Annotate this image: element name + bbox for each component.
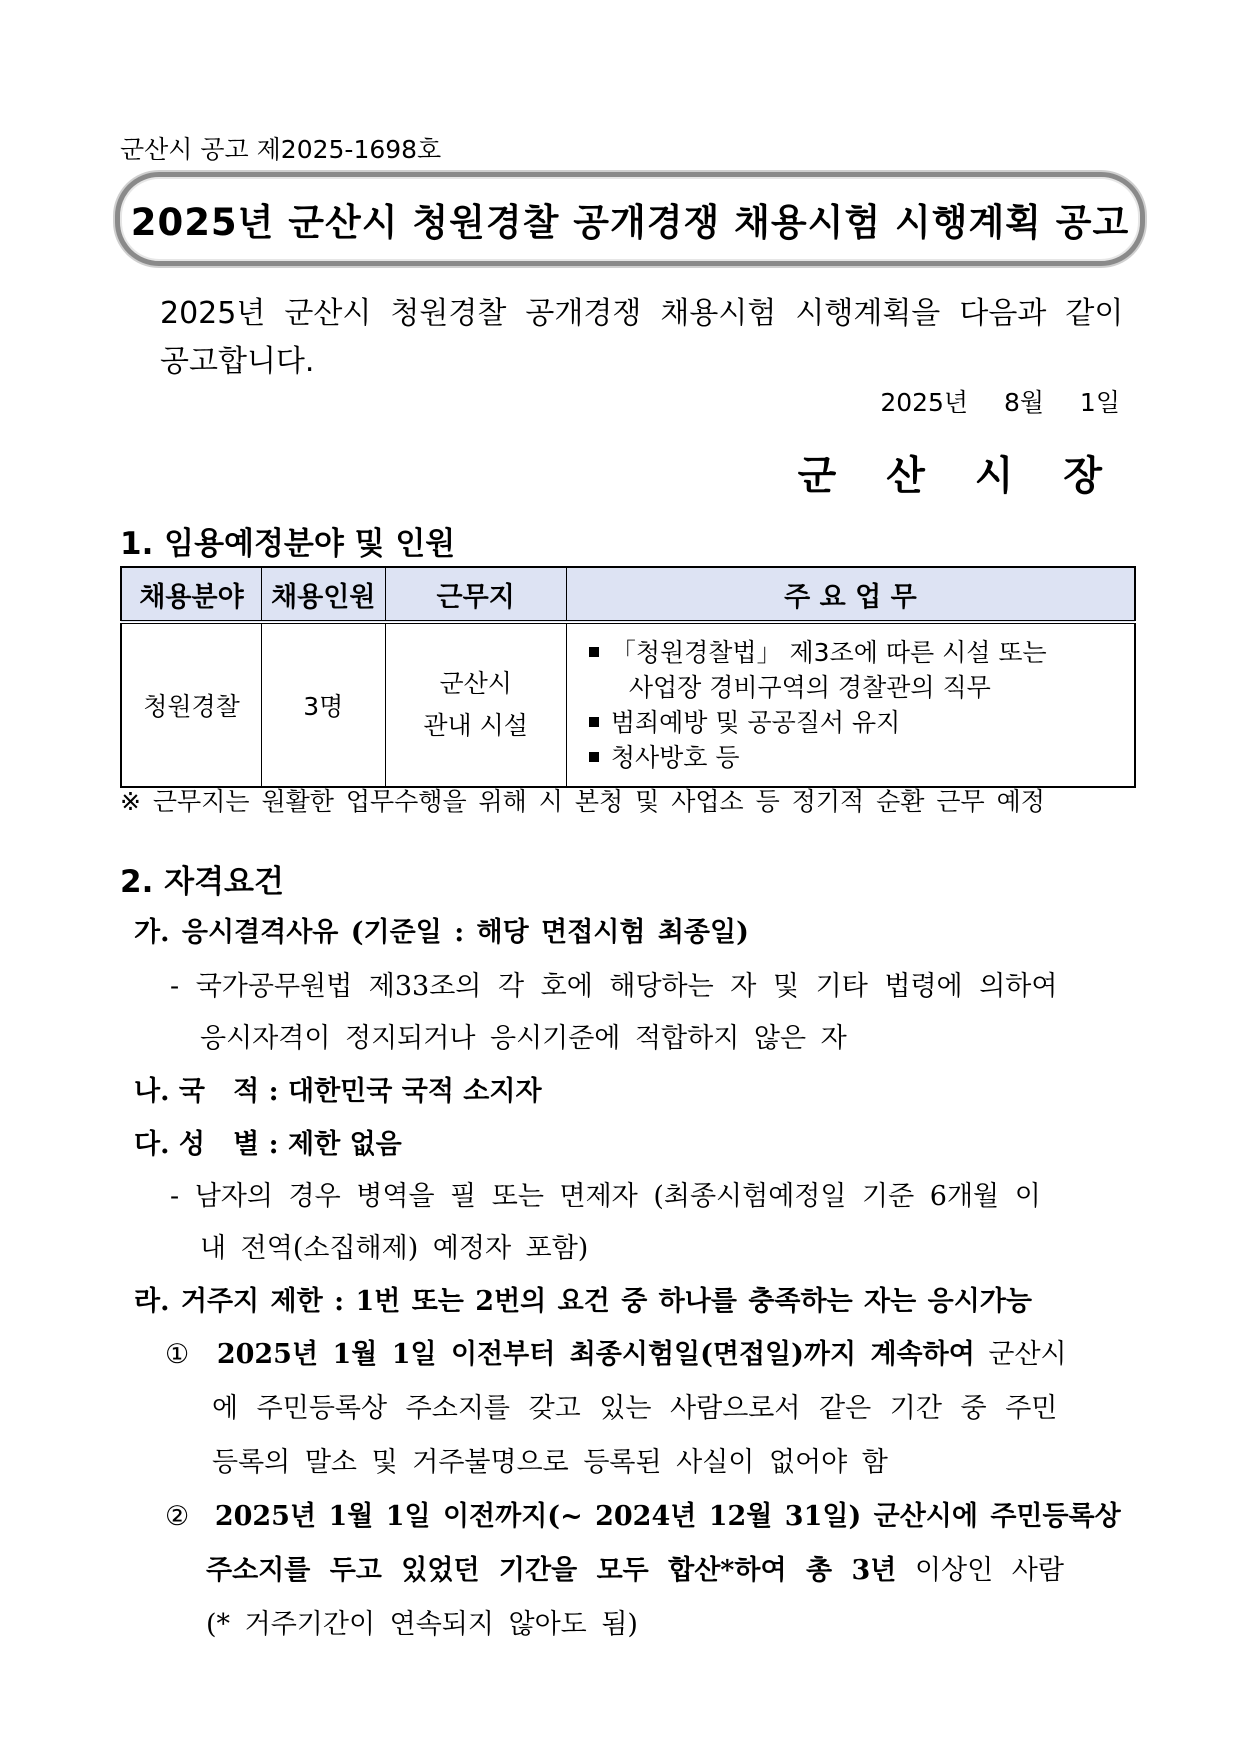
duty-item-1-cont: 사업장 경비구역의 경찰관의 직무 bbox=[628, 673, 991, 702]
residence-req-2-line-3: (* 거주기간이 연속되지 않아도 됨) bbox=[206, 1609, 638, 1640]
item-ga-label: 가. 응시결격사유 (기준일 : 해당 면접시험 최종일) bbox=[134, 917, 749, 948]
header-count: 채용인원 bbox=[261, 567, 385, 622]
residence-req-2-line-2: 주소지를 두고 있었던 기간을 모두 합산*하여 총 3년 이상인 사람 bbox=[206, 1555, 1064, 1586]
page-title: 2025년 군산시 청원경찰 공개경쟁 채용시험 시행계획 공고 bbox=[130, 201, 1130, 244]
cell-field: 청원경찰 bbox=[121, 622, 261, 787]
square-bullet-icon bbox=[589, 752, 599, 762]
location-line-2: 관내 시설 bbox=[423, 711, 528, 740]
header-location: 근무지 bbox=[385, 567, 566, 622]
circled-2-marker: ② bbox=[165, 1501, 190, 1532]
residence-req-1-line-3: 등록의 말소 및 거주불명으로 등록된 사실이 없어야 함 bbox=[212, 1447, 888, 1478]
issuer: 군 산 시 장 bbox=[797, 453, 1120, 499]
residence-req-1-line-2: 에 주민등록상 주소지를 갖고 있는 사람으로서 같은 기간 중 주민 bbox=[212, 1393, 1058, 1424]
item-na-label: 나. 국 적 : 대한민국 국적 소지자 bbox=[134, 1076, 542, 1107]
title-box bbox=[115, 172, 1145, 266]
recruitment-table bbox=[120, 566, 1136, 788]
intro-line-2: 공고합니다. bbox=[160, 344, 315, 379]
header-duties: 주 요 업 무 bbox=[566, 567, 1135, 622]
intro-line-1: 2025년 군산시 청원경찰 공개경쟁 채용시험 시행계획을 다음과 같이 bbox=[160, 296, 1124, 331]
cell-duties bbox=[566, 622, 1135, 787]
item-da-line-1: - 남자의 경우 병역을 필 또는 면제자 (최종시험예정일 기준 6개월 이 bbox=[170, 1181, 1041, 1212]
section-1-title: 1. 임용예정분야 및 인원 bbox=[120, 526, 456, 562]
item-ga-line-1: - 국가공무원법 제33조의 각 호에 해당하는 자 및 기타 법령에 의하여 bbox=[170, 971, 1058, 1002]
item-ra-label: 라. 거주지 제한 : 1번 또는 2번의 요건 중 하나를 충족하는 자는 응시가능 bbox=[134, 1286, 1032, 1317]
residence-req-1: ① 2025년 1월 1일 이전부터 최종시험일(면접일)까지 계속하여 군산시 bbox=[165, 1339, 1067, 1370]
square-bullet-icon bbox=[589, 717, 599, 727]
workplace-note: ※ 근무지는 원활한 업무수행을 위해 시 본청 및 사업소 등 정기적 순환 근무 예정 bbox=[120, 787, 1045, 816]
announcement-date: 2025년 8월 1일 bbox=[880, 388, 1120, 417]
location-line-1: 군산시 bbox=[439, 669, 512, 698]
notice-number: 군산시 공고 제2025-1698호 bbox=[120, 135, 442, 164]
duty-item-2: 범죄예방 및 공공질서 유지 bbox=[589, 705, 1124, 740]
residence-req-2: ② 2025년 1월 1일 이전까지(~ 2024년 12월 31일) 군산시에 주민등록상 bbox=[165, 1501, 1121, 1532]
section-2-title: 2. 자격요건 bbox=[120, 864, 284, 900]
table-row bbox=[121, 622, 1135, 787]
item-da-label: 다. 성 별 : 제한 없음 bbox=[134, 1129, 402, 1160]
cell-count: 3명 bbox=[261, 622, 385, 787]
square-bullet-icon bbox=[589, 647, 599, 657]
duty-item-3: 청사방호 등 bbox=[589, 740, 1124, 775]
table-header-row bbox=[121, 567, 1135, 622]
circled-1-marker: ① bbox=[165, 1339, 190, 1370]
item-da-line-2: 내 전역(소집해제) 예정자 포함) bbox=[200, 1233, 589, 1264]
header-field: 채용분야 bbox=[121, 567, 261, 622]
cell-location bbox=[385, 622, 566, 787]
duty-item-1: 「청원경찰법」 제3조에 따른 시설 또는 bbox=[589, 635, 1124, 670]
item-ga-line-2: 응시자격이 정지되거나 응시기준에 적합하지 않은 자 bbox=[200, 1023, 847, 1054]
